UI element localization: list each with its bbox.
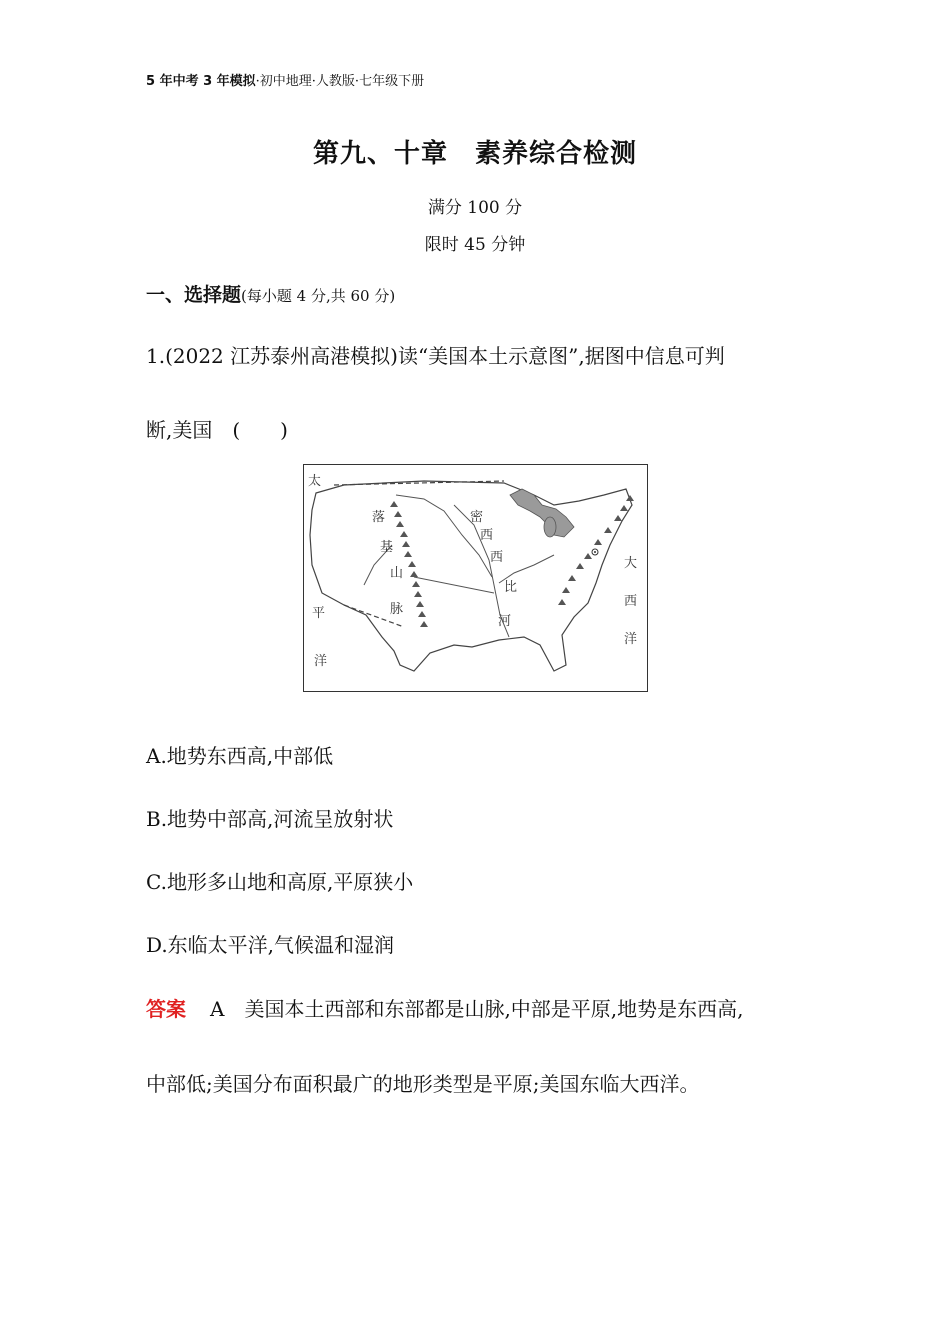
- arkansas-river: [414, 577, 494, 593]
- page-title: 第九、十章 素养综合检测: [312, 139, 637, 169]
- header-series: 5 年中考 3 年模拟: [146, 74, 256, 89]
- us-map-svg: [304, 465, 647, 691]
- label-rocky-2: 基: [380, 540, 394, 555]
- great-lake-small: [544, 517, 556, 537]
- option-d: D.东临太平洋,气候温和湿润: [146, 933, 395, 957]
- label-pacific-2: 平: [312, 606, 326, 621]
- section-heading: [146, 280, 395, 307]
- label-atlantic-3: 洋: [624, 632, 638, 647]
- label-atlantic-1: 大: [624, 556, 638, 571]
- question-line-2: 断,美国 ( ): [146, 418, 288, 442]
- us-map-figure: [303, 464, 648, 692]
- ohio-river: [499, 555, 554, 583]
- label-rocky-3: 山: [390, 566, 404, 581]
- time-limit: 限时 45 分钟: [424, 235, 526, 255]
- great-lakes: [510, 489, 574, 537]
- label-rocky-1: 落: [372, 510, 386, 525]
- answer-label: 答案: [146, 997, 186, 1021]
- label-pacific-1: 太: [308, 474, 322, 489]
- answer-text-1: 美国本土西部和东部都是山脉,中部是平原,地势是东西高,: [244, 997, 744, 1021]
- label-pacific-3: 洋: [314, 654, 328, 669]
- appalachian-mountains: [558, 495, 634, 605]
- section-note: (每小题 4 分,共 60 分): [241, 287, 396, 305]
- question-line-1: 1.(2022 江苏泰州高港模拟)读“美国本土示意图”,据图中信息可判: [146, 344, 725, 368]
- page-header: [146, 70, 424, 89]
- section-title: 一、选择题: [146, 284, 242, 306]
- label-miss-1: 密: [470, 510, 484, 525]
- answer-line-1: [146, 993, 744, 1022]
- answer-choice: A: [210, 997, 225, 1021]
- option-a: A.地势东西高,中部低: [146, 744, 334, 768]
- label-rocky-4: 脉: [390, 602, 404, 617]
- label-miss-3: 西: [490, 550, 504, 565]
- header-subtitle: ·初中地理·人教版·七年级下册: [255, 74, 425, 89]
- option-c: C.地形多山地和高原,平原狭小: [146, 870, 414, 894]
- label-atlantic-2: 西: [624, 594, 638, 609]
- option-b: B.地势中部高,河流呈放射状: [146, 807, 394, 831]
- label-miss-2: 西: [480, 528, 494, 543]
- answer-line-2: 中部低;美国分布面积最广的地形类型是平原;美国东临大西洋。: [146, 1072, 700, 1096]
- label-miss-5: 河: [498, 614, 512, 629]
- label-miss-4: 比: [504, 580, 518, 595]
- full-score: 满分 100 分: [427, 198, 523, 218]
